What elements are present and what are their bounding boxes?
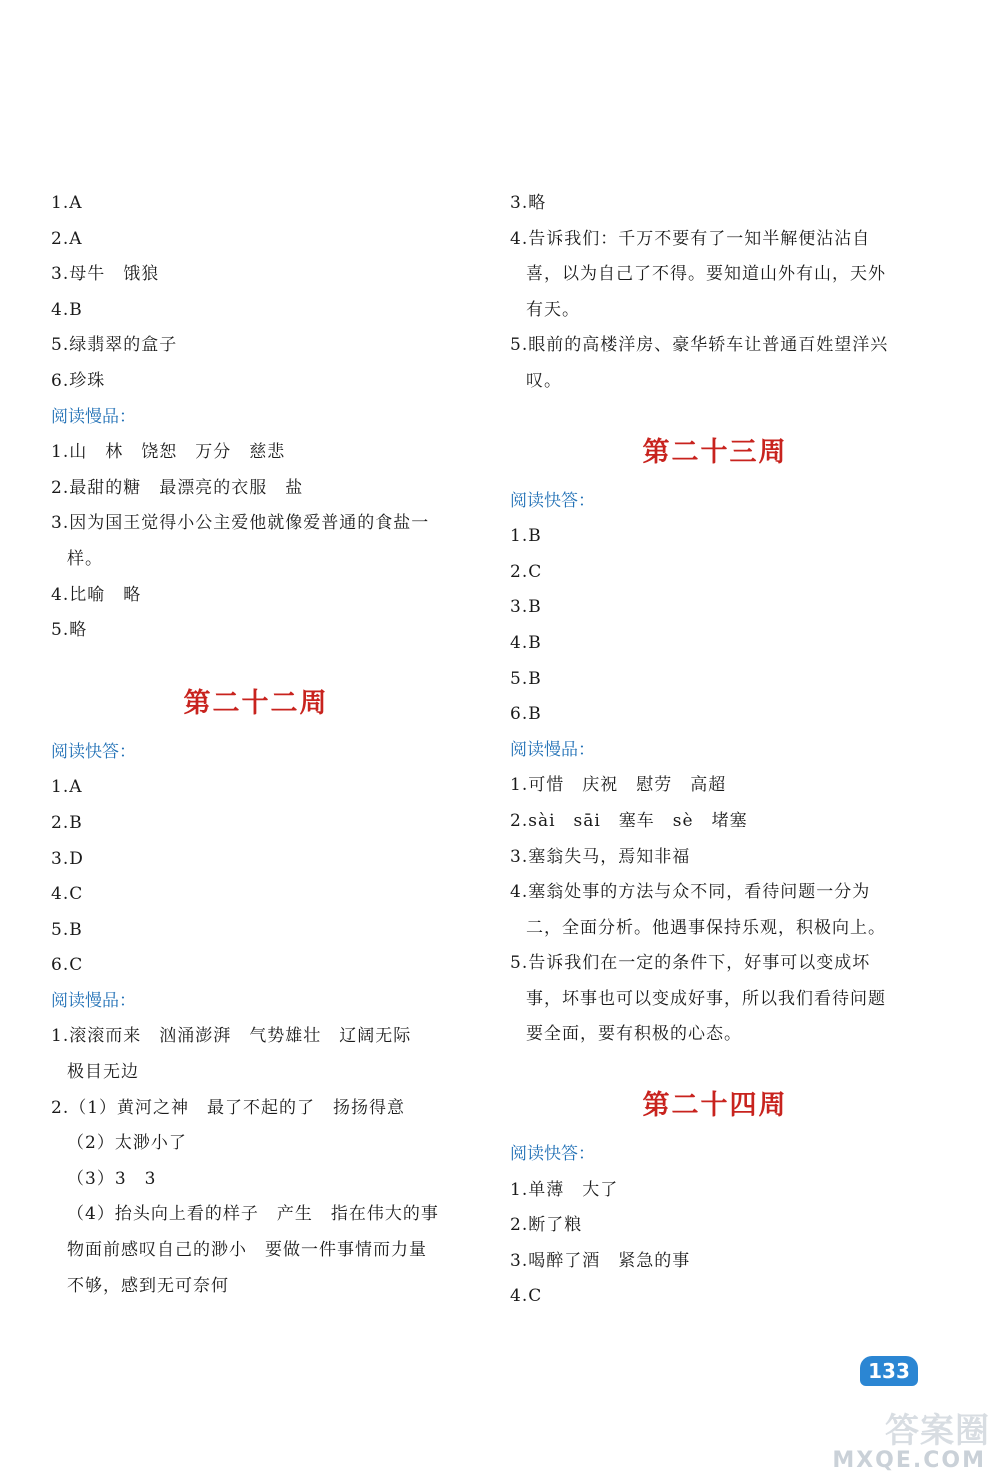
answer-line: 6.C — [51, 955, 84, 976]
answer-line: 2.（1）黄河之神 最了不起的了 扬扬得意 — [51, 1097, 406, 1118]
answer-line: 2.B — [51, 812, 83, 833]
section-label-reading-quick: 阅读快答： — [510, 1144, 595, 1165]
answer-line: 3.D — [51, 848, 84, 869]
answer-line: 1.B — [510, 526, 542, 547]
answer-line: 4.B — [510, 632, 542, 653]
week-title-24: 第二十四周 — [642, 1090, 788, 1122]
left-column — [51, 186, 471, 1304]
answer-line: 6.珍珠 — [51, 370, 106, 391]
answer-line: 3.喝醉了酒 紧急的事 — [510, 1250, 691, 1271]
answer-line: 2.最甜的糖 最漂亮的衣服 盐 — [51, 477, 304, 498]
page-number: 133 — [860, 1356, 918, 1386]
week-title-23: 第二十三周 — [642, 436, 788, 468]
watermark-bottom-text: MXQE.COM — [832, 1448, 986, 1473]
answer-line: 5.B — [51, 919, 83, 940]
answer-line: （2）太渺小了 — [67, 1133, 187, 1154]
answer-line: 1.滚滚而来 汹涌澎湃 气势雄壮 辽阔无际 — [51, 1026, 412, 1047]
answer-line: 5.眼前的高楼洋房、豪华轿车让普通百姓望洋兴 — [510, 335, 889, 356]
answer-line: 5.略 — [51, 620, 88, 641]
answer-line: 3.母牛 饿狼 — [51, 264, 160, 285]
answer-line: 1.可惜 庆祝 慰劳 高超 — [510, 775, 727, 796]
right-column — [510, 186, 930, 1315]
watermark-logo — [832, 1403, 990, 1473]
answer-line: 事，坏事也可以变成好事，所以我们看待问题 — [526, 988, 886, 1009]
answer-line: 4.告诉我们：千万不要有了一知半解便沾沾自 — [510, 228, 871, 249]
answer-line: 样。 — [67, 548, 103, 569]
answer-line: 叹。 — [526, 370, 562, 391]
answer-line: 3.略 — [510, 193, 547, 213]
answer-line: 要全面，要有积极的心态。 — [526, 1024, 742, 1045]
answer-line: 5.B — [510, 668, 542, 689]
answer-line: 4.C — [51, 884, 84, 905]
answer-line: 3.因为国王觉得小公主爱他就像爱普通的食盐一 — [51, 513, 430, 534]
answer-line: 2.A — [51, 228, 83, 249]
answer-line: 3.B — [510, 597, 542, 618]
answer-line: 不够，感到无可奈何 — [67, 1275, 229, 1296]
watermark-top-text: 答案圈 — [885, 1411, 990, 1451]
section-label-reading-slow: 阅读慢品： — [51, 990, 136, 1011]
answer-line: 1.山 林 饶恕 万分 慈悲 — [51, 442, 286, 463]
answer-line: 1.A — [51, 193, 83, 213]
answer-line: 4.塞翁处事的方法与众不同，看待问题一分为 — [510, 882, 871, 903]
answer-line: （4）抬头向上看的样子 产生 指在伟大的事 — [67, 1204, 439, 1225]
section-label-reading-slow: 阅读慢品： — [51, 406, 136, 427]
answer-line: 4.比喻 略 — [51, 584, 142, 605]
answer-line: 4.C — [510, 1286, 543, 1307]
answer-line: 5.绿翡翠的盒子 — [51, 335, 178, 356]
answer-line: 6.B — [510, 704, 542, 725]
answer-line: 3.塞翁失马，焉知非福 — [510, 846, 691, 867]
section-label-reading-slow: 阅读慢品： — [510, 739, 595, 760]
answer-line: 二，全面分析。他遇事保持乐观，积极向上。 — [526, 917, 886, 938]
answer-line: 2.sài sāi 塞车 sè 堵塞 — [510, 810, 748, 831]
week-title-22: 第二十二周 — [183, 687, 329, 719]
answer-line: 喜，以为自己了不得。要知道山外有山，天外 — [526, 264, 886, 285]
answer-line: 物面前感叹自己的渺小 要做一件事情而力量 — [67, 1240, 427, 1261]
answer-line: 1.单薄 大了 — [510, 1179, 619, 1200]
answer-line: 极目无边 — [67, 1062, 139, 1083]
answer-line: （3）3 3 — [67, 1168, 157, 1189]
answer-line: 有天。 — [526, 299, 580, 320]
answer-line: 5.告诉我们在一定的条件下，好事可以变成坏 — [510, 953, 871, 974]
section-label-reading-quick: 阅读快答： — [510, 490, 595, 511]
answer-line: 2.C — [510, 561, 543, 582]
answer-line: 1.A — [51, 777, 83, 798]
section-label-reading-quick: 阅读快答： — [51, 741, 136, 762]
answer-line: 4.B — [51, 299, 83, 320]
answer-line: 2.断了粮 — [510, 1215, 583, 1236]
